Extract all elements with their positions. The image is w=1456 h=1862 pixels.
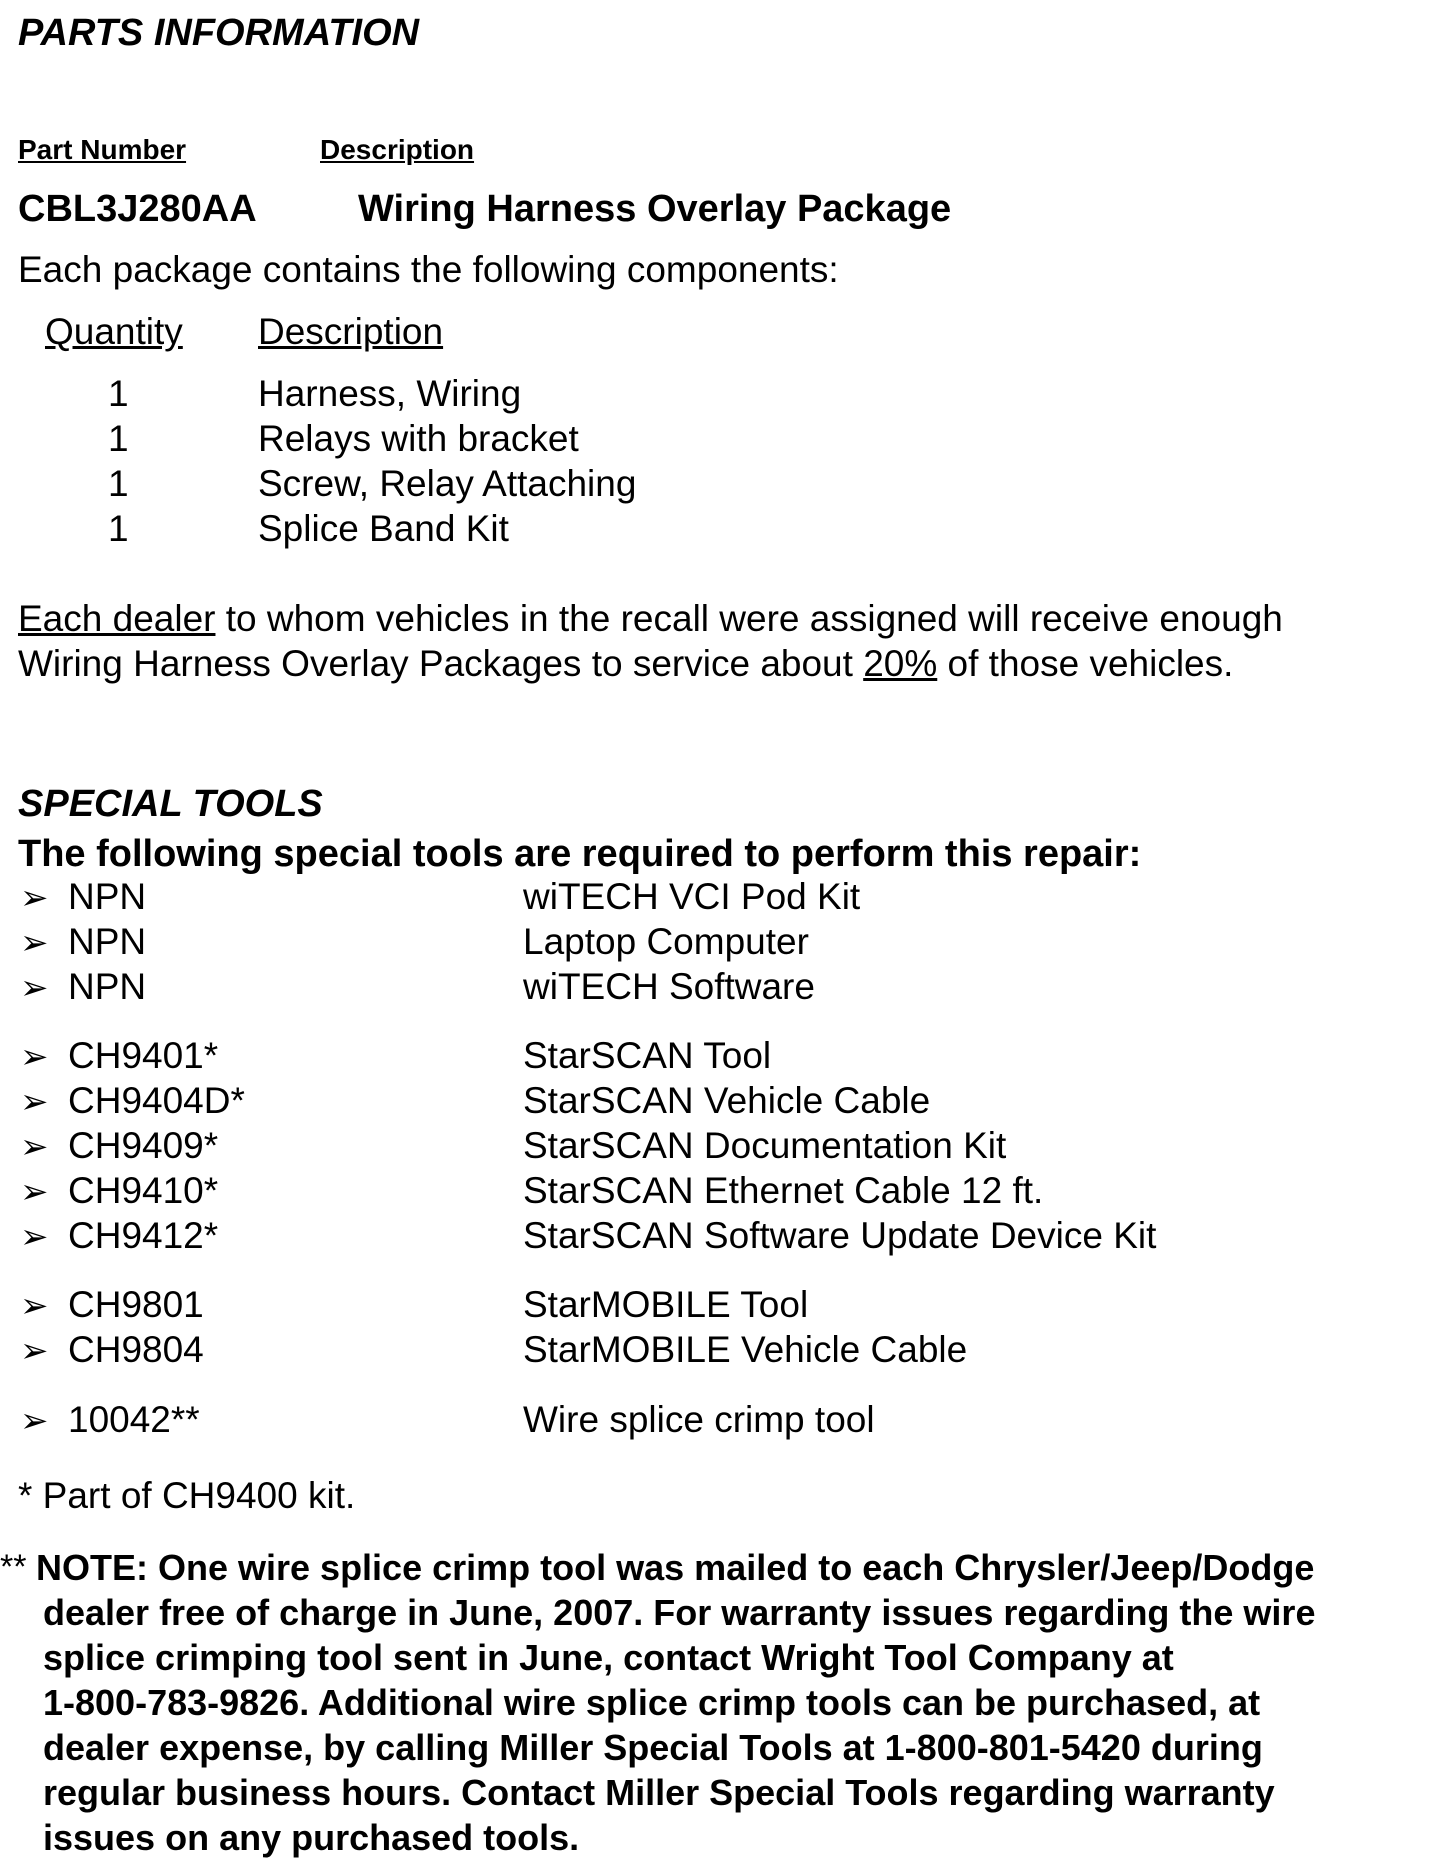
dealer-text: to whom vehicles in the recall were assigned will receive enough [215, 598, 1283, 639]
arrow-bullet-icon: ➢ [20, 1128, 49, 1166]
arrow-bullet-icon: ➢ [20, 969, 49, 1007]
tool-description: StarMOBILE Vehicle Cable [523, 1329, 968, 1370]
note-line: dealer expense, by calling Miller Special Tools at 1-800-801-5420 during [43, 1727, 1263, 1768]
dealer-emphasis: Each dealer [18, 598, 216, 639]
tool-description: StarSCAN Documentation Kit [523, 1125, 1007, 1166]
tool-part-number: 10042** [68, 1399, 200, 1440]
tool-part-number: CH9401* [68, 1035, 219, 1076]
dealer-percent: 20% [863, 643, 938, 684]
note-line: 1-800-783-9826. Additional wire splice crimp tools can be purchased, at [43, 1682, 1261, 1723]
note-line: splice crimping tool sent in June, contact Wright Tool Company at [43, 1637, 1174, 1678]
tool-part-number: CH9804 [68, 1329, 204, 1370]
part-number: CBL3J280AA [18, 188, 257, 230]
footnote: * Part of CH9400 kit. [18, 1475, 356, 1516]
arrow-bullet-icon: ➢ [20, 1173, 49, 1211]
component-desc: Harness, Wiring [258, 373, 522, 414]
component-qty: 1 [108, 463, 129, 504]
dealer-text: Wiring Harness Overlay Packages to service about [18, 643, 864, 684]
tool-part-number: CH9404D* [68, 1080, 245, 1121]
component-qty: 1 [108, 418, 129, 459]
note-marker: ** [0, 1548, 27, 1586]
note-line: regular business hours. Contact Miller Special Tools regarding warranty [43, 1772, 1275, 1813]
arrow-bullet-icon: ➢ [20, 1083, 49, 1121]
note-line: issues on any purchased tools. [43, 1817, 580, 1858]
note-line: dealer free of charge in June, 2007. For warranty issues regarding the wire [43, 1592, 1316, 1633]
tool-description: Laptop Computer [523, 921, 809, 962]
component-desc: Screw, Relay Attaching [258, 463, 637, 504]
package-intro: Each package contains the following components: [18, 249, 839, 290]
arrow-bullet-icon: ➢ [20, 879, 49, 917]
component-qty: 1 [108, 508, 129, 549]
tool-part-number: CH9412* [68, 1215, 219, 1256]
parts-heading: PARTS INFORMATION [18, 12, 420, 54]
tool-description: StarMOBILE Tool [523, 1284, 809, 1325]
dealer-paragraph-line-1 [18, 598, 1283, 640]
arrow-bullet-icon: ➢ [20, 1332, 49, 1370]
tool-description: StarSCAN Tool [523, 1035, 772, 1076]
col-part-number: Part Number [18, 134, 187, 165]
tool-part-number: NPN [68, 876, 147, 917]
tools-heading: SPECIAL TOOLS [18, 783, 323, 825]
tool-description: wiTECH Software [523, 966, 815, 1007]
dealer-paragraph-line-2 [18, 643, 1233, 685]
dealer-text: of those vehicles. [937, 643, 1234, 684]
tools-intro: The following special tools are required to perform this repair: [18, 833, 1142, 875]
component-qty: 1 [108, 373, 129, 414]
tool-description: StarSCAN Vehicle Cable [523, 1080, 931, 1121]
component-desc: Splice Band Kit [258, 508, 509, 549]
tool-part-number: CH9410* [68, 1170, 219, 1211]
col-component-description: Description [258, 311, 444, 352]
tool-description: StarSCAN Software Update Device Kit [523, 1215, 1157, 1256]
arrow-bullet-icon: ➢ [20, 1218, 49, 1256]
arrow-bullet-icon: ➢ [20, 1402, 49, 1440]
tool-part-number: CH9409* [68, 1125, 219, 1166]
note-block [36, 1545, 1315, 1860]
col-quantity: Quantity [45, 311, 183, 352]
part-description: Wiring Harness Overlay Package [358, 188, 952, 230]
tool-description: Wire splice crimp tool [523, 1399, 875, 1440]
tool-description: StarSCAN Ethernet Cable 12 ft. [523, 1170, 1044, 1211]
note-line: NOTE: One wire splice crimp tool was mailed to each Chrysler/Jeep/Dodge [36, 1547, 1315, 1588]
tool-description: wiTECH VCI Pod Kit [523, 876, 861, 917]
tool-part-number: NPN [68, 966, 147, 1007]
col-description: Description [320, 134, 475, 165]
tool-part-number: CH9801 [68, 1284, 204, 1325]
arrow-bullet-icon: ➢ [20, 924, 49, 962]
tool-part-number: NPN [68, 921, 147, 962]
arrow-bullet-icon: ➢ [20, 1287, 49, 1325]
arrow-bullet-icon: ➢ [20, 1038, 49, 1076]
component-desc: Relays with bracket [258, 418, 579, 459]
